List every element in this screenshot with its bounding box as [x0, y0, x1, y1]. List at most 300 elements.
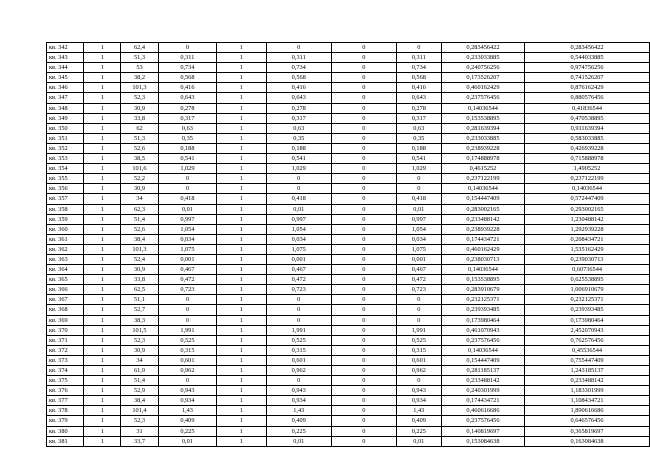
- table-cell: 1: [84, 73, 121, 83]
- table-cell: 0: [331, 43, 396, 53]
- table-row: [47, 93, 650, 103]
- table-cell: 30,9: [121, 265, 158, 275]
- table-cell: 0,225: [158, 426, 217, 436]
- table-row: [47, 164, 650, 174]
- table-cell: 33,8: [121, 275, 158, 285]
- table-cell: 1: [217, 83, 266, 93]
- table-cell: 0,239393485: [525, 305, 650, 315]
- table-cell: 0,240301999: [441, 386, 524, 396]
- table-cell: 0: [396, 376, 441, 386]
- apartment-cell: кв. 342: [47, 43, 84, 53]
- table-cell: 0: [331, 426, 396, 436]
- table-cell: 0,233488142: [441, 376, 524, 386]
- apartment-cell: кв. 346: [47, 83, 84, 93]
- table-cell: 1: [217, 204, 266, 214]
- table-cell: 0: [331, 325, 396, 335]
- apartment-cell: кв. 351: [47, 133, 84, 143]
- apartment-cell: кв. 380: [47, 426, 84, 436]
- table-cell: 1,029: [266, 164, 331, 174]
- table-cell: 0: [331, 406, 396, 416]
- table-cell: 1: [84, 265, 121, 275]
- apartment-cell: кв. 368: [47, 305, 84, 315]
- table-cell: 0: [331, 305, 396, 315]
- table-cell: 0: [331, 345, 396, 355]
- table-row: [47, 396, 650, 406]
- table-cell: 0,409: [396, 416, 441, 426]
- table-row: [47, 154, 650, 164]
- table-cell: 0,472: [266, 275, 331, 285]
- table-cell: 0,317: [396, 113, 441, 123]
- table-cell: 1: [217, 174, 266, 184]
- table-cell: 0,568: [266, 73, 331, 83]
- table-cell: 0,472: [158, 275, 217, 285]
- table-cell: 51,4: [121, 376, 158, 386]
- table-cell: 1: [84, 355, 121, 365]
- table-cell: 1,006910679: [525, 285, 650, 295]
- table-row: [47, 345, 650, 355]
- table-row: [47, 416, 650, 426]
- table-cell: 0,001: [266, 254, 331, 264]
- table-cell: 0,997: [158, 214, 217, 224]
- apartment-cell: кв. 377: [47, 396, 84, 406]
- table-row: [47, 123, 650, 133]
- table-cell: 0,237122199: [525, 174, 650, 184]
- table-cell: 0: [158, 43, 217, 53]
- table-cell: 33,8: [121, 113, 158, 123]
- table-cell: 0,755447409: [525, 355, 650, 365]
- table-cell: 1: [84, 275, 121, 285]
- table-cell: 30,9: [121, 345, 158, 355]
- table-cell: 0,281185137: [441, 366, 524, 376]
- apartment-cell: кв. 365: [47, 275, 84, 285]
- table-cell: 1: [217, 123, 266, 133]
- table-cell: 0,01: [158, 204, 217, 214]
- table-cell: 0,461070943: [441, 325, 524, 335]
- table-row: [47, 426, 650, 436]
- table-cell: 0,315: [158, 345, 217, 355]
- table-row: [47, 133, 650, 143]
- table-cell: 101,3: [121, 244, 158, 254]
- table-cell: 0,601: [158, 355, 217, 365]
- table-cell: 1: [84, 376, 121, 386]
- apartment-cell: кв. 373: [47, 355, 84, 365]
- table-cell: 0,416: [396, 83, 441, 93]
- table-cell: 1: [217, 285, 266, 295]
- table-cell: 101,4: [121, 406, 158, 416]
- table-cell: 0,239393485: [441, 305, 524, 315]
- table-cell: 0,734: [266, 63, 331, 73]
- table-cell: 0,154447409: [441, 355, 524, 365]
- table-cell: 0: [331, 204, 396, 214]
- table-cell: 1: [84, 43, 121, 53]
- table-cell: 0,35: [396, 133, 441, 143]
- table-cell: 31: [121, 426, 158, 436]
- table-cell: 0: [331, 133, 396, 143]
- table-cell: 1: [217, 386, 266, 396]
- table-cell: 0,173980464: [441, 315, 524, 325]
- table-cell: 0: [331, 254, 396, 264]
- table-cell: 0: [396, 295, 441, 305]
- table-row: [47, 143, 650, 153]
- table-cell: 0,601: [266, 355, 331, 365]
- table-cell: 1: [217, 113, 266, 123]
- apartment-cell: кв. 357: [47, 194, 84, 204]
- apartment-cell: кв. 356: [47, 184, 84, 194]
- table-cell: 0,232125371: [441, 295, 524, 305]
- table-cell: 0,643: [396, 93, 441, 103]
- table-cell: 0,188: [396, 143, 441, 153]
- table-cell: 1: [217, 154, 266, 164]
- table-cell: 1: [217, 325, 266, 335]
- apartment-cell: кв. 354: [47, 164, 84, 174]
- table-cell: 52,3: [121, 93, 158, 103]
- table-cell: 0,237576456: [441, 335, 524, 345]
- table-cell: 0,470538895: [525, 113, 650, 123]
- table-cell: 1,108434721: [525, 396, 650, 406]
- table-cell: 1: [84, 53, 121, 63]
- table-cell: 0,311: [396, 53, 441, 63]
- table-cell: 1: [84, 315, 121, 325]
- table-cell: 1: [217, 335, 266, 345]
- table-cell: 0,63: [158, 123, 217, 133]
- table-cell: 0: [266, 376, 331, 386]
- table-cell: 0: [331, 93, 396, 103]
- table-cell: 0: [331, 295, 396, 305]
- table-cell: 51,3: [121, 133, 158, 143]
- table-cell: 1: [84, 133, 121, 143]
- apartment-cell: кв. 343: [47, 53, 84, 63]
- table-cell: 0,173526207: [441, 73, 524, 83]
- table-cell: 0,188: [266, 143, 331, 153]
- table-cell: 51,3: [121, 53, 158, 63]
- table-cell: 1: [84, 113, 121, 123]
- table-cell: 101,6: [121, 164, 158, 174]
- table-cell: 1,535162429: [525, 244, 650, 254]
- table-cell: 0: [331, 143, 396, 153]
- table-cell: 1: [217, 315, 266, 325]
- table-cell: 0,460162429: [441, 83, 524, 93]
- apartment-cell: кв. 345: [47, 73, 84, 83]
- table-cell: 1: [84, 406, 121, 416]
- table-cell: 1: [217, 396, 266, 406]
- table-cell: 0,14036544: [441, 184, 524, 194]
- table-cell: 1,43: [158, 406, 217, 416]
- table-cell: 1: [84, 83, 121, 93]
- table-cell: 1: [217, 164, 266, 174]
- table-cell: 0: [158, 376, 217, 386]
- apartment-cell: кв. 361: [47, 234, 84, 244]
- table-cell: 2,452070943: [525, 325, 650, 335]
- table-cell: 0,934: [266, 396, 331, 406]
- table-cell: 0,278: [266, 103, 331, 113]
- table-cell: 0: [266, 43, 331, 53]
- apartment-cell: кв. 370: [47, 325, 84, 335]
- apartment-cell: кв. 367: [47, 295, 84, 305]
- apartment-cell: кв. 374: [47, 366, 84, 376]
- apartment-cell: кв. 381: [47, 436, 84, 446]
- table-cell: 0: [331, 224, 396, 234]
- table-cell: 38,4: [121, 396, 158, 406]
- table-cell: 52,6: [121, 143, 158, 153]
- table-cell: 1: [84, 386, 121, 396]
- table-cell: 0,541: [396, 154, 441, 164]
- table-cell: 0,173980464: [525, 315, 650, 325]
- table-cell: 0,034: [158, 234, 217, 244]
- table-cell: 1: [84, 416, 121, 426]
- table-cell: 0,418: [396, 194, 441, 204]
- table-cell: 0,315: [266, 345, 331, 355]
- apartment-cell: кв. 376: [47, 386, 84, 396]
- table-cell: 30,9: [121, 103, 158, 113]
- table-cell: 0,153538895: [441, 275, 524, 285]
- table-cell: 1: [217, 103, 266, 113]
- table-cell: 0,225: [396, 426, 441, 436]
- table-row: [47, 386, 650, 396]
- table-row: [47, 254, 650, 264]
- table-cell: 1: [84, 366, 121, 376]
- table-cell: 0,472: [396, 275, 441, 285]
- table-cell: 0: [331, 83, 396, 93]
- table-cell: 52,6: [121, 224, 158, 234]
- table-cell: 0,35: [266, 133, 331, 143]
- table-cell: 0: [396, 43, 441, 53]
- table-cell: 0,541: [266, 154, 331, 164]
- table-cell: 1: [217, 265, 266, 275]
- table-cell: 1,029: [158, 164, 217, 174]
- table-cell: 1: [217, 184, 266, 194]
- table-cell: 0,233033885: [441, 133, 524, 143]
- table-cell: 1: [217, 244, 266, 254]
- table-row: [47, 315, 650, 325]
- table-cell: 1: [217, 275, 266, 285]
- table-cell: 33,7: [121, 436, 158, 446]
- table-cell: 0: [331, 335, 396, 345]
- table-cell: 1: [84, 103, 121, 113]
- table-cell: 1: [217, 133, 266, 143]
- table-cell: 0,232125371: [525, 295, 650, 305]
- table-cell: 0,541: [158, 154, 217, 164]
- table-cell: 0: [331, 63, 396, 73]
- apartment-cell: кв. 362: [47, 244, 84, 254]
- table-cell: 0,962: [396, 366, 441, 376]
- table-cell: 0,723: [158, 285, 217, 295]
- table-cell: 0,418: [266, 194, 331, 204]
- table-cell: 0,943: [396, 386, 441, 396]
- apartment-cell: кв. 359: [47, 214, 84, 224]
- table-cell: 0,225: [266, 426, 331, 436]
- table-cell: 0,233488142: [441, 214, 524, 224]
- table-cell: 0,734: [396, 63, 441, 73]
- table-row: [47, 295, 650, 305]
- table-cell: 0,283456422: [525, 43, 650, 53]
- table-cell: 1: [84, 184, 121, 194]
- table-cell: 0,525: [396, 335, 441, 345]
- table-cell: 1: [84, 63, 121, 73]
- table-cell: 1: [217, 234, 266, 244]
- table-cell: 0,14036544: [525, 184, 650, 194]
- table-cell: 0,460616686: [441, 406, 524, 416]
- table-cell: 1: [84, 244, 121, 254]
- table-cell: 0,317: [158, 113, 217, 123]
- table-cell: 38,3: [121, 315, 158, 325]
- table-cell: 0,283002165: [441, 204, 524, 214]
- table-cell: 1: [84, 436, 121, 446]
- table-cell: 0: [331, 113, 396, 123]
- table-cell: 0,625538895: [525, 275, 650, 285]
- table-cell: 34: [121, 355, 158, 365]
- table-cell: 1: [84, 174, 121, 184]
- table-cell: 0: [266, 315, 331, 325]
- table-cell: 0,233488142: [525, 376, 650, 386]
- table-cell: 0,240756256: [441, 63, 524, 73]
- table-cell: 0,034: [266, 234, 331, 244]
- table-row: [47, 53, 650, 63]
- table-cell: 1: [84, 123, 121, 133]
- table-cell: 1: [217, 224, 266, 234]
- table-cell: 0,163084638: [525, 436, 650, 446]
- table-cell: 1: [217, 305, 266, 315]
- table-cell: 62,4: [121, 43, 158, 53]
- table-cell: 0,762576456: [525, 335, 650, 345]
- table-cell: 52,3: [121, 416, 158, 426]
- table-cell: 53: [121, 63, 158, 73]
- table-row: [47, 103, 650, 113]
- table-cell: 1: [217, 416, 266, 426]
- table-cell: 1,991: [266, 325, 331, 335]
- table-cell: 0,741526207: [525, 73, 650, 83]
- table-cell: 0: [158, 295, 217, 305]
- table-cell: 0,311: [158, 53, 217, 63]
- table-cell: 0: [331, 103, 396, 113]
- table-cell: 34: [121, 194, 158, 204]
- table-row: [47, 285, 650, 295]
- table-cell: 1: [84, 345, 121, 355]
- table-cell: 1,029: [396, 164, 441, 174]
- table-cell: 0: [331, 396, 396, 406]
- table-cell: 0: [158, 315, 217, 325]
- table-cell: 1: [217, 426, 266, 436]
- table-cell: 0,01: [158, 436, 217, 446]
- table-cell: 101,3: [121, 83, 158, 93]
- apartment-cell: кв. 353: [47, 154, 84, 164]
- table-cell: 1: [84, 143, 121, 153]
- table-cell: 0,568: [158, 73, 217, 83]
- table-cell: 0: [331, 184, 396, 194]
- table-cell: 0,281639394: [441, 123, 524, 133]
- table-cell: 1,054: [158, 224, 217, 234]
- table-cell: 0,01: [396, 436, 441, 446]
- table-row: [47, 214, 650, 224]
- table-cell: 0,572447409: [525, 194, 650, 204]
- table-row: [47, 83, 650, 93]
- table-cell: 51,4: [121, 214, 158, 224]
- table-cell: 0,723: [266, 285, 331, 295]
- table-cell: 0,409: [266, 416, 331, 426]
- table-cell: 0: [331, 244, 396, 254]
- table-cell: 0: [331, 355, 396, 365]
- table-cell: 0,416: [266, 83, 331, 93]
- table-cell: 101,5: [121, 325, 158, 335]
- table-cell: 1,230488142: [525, 214, 650, 224]
- table-cell: 0,880576456: [525, 93, 650, 103]
- apartment-cell: кв. 366: [47, 285, 84, 295]
- table-cell: 0,237576456: [441, 93, 524, 103]
- table-cell: 1: [217, 63, 266, 73]
- table-row: [47, 73, 650, 83]
- table-cell: 1: [84, 93, 121, 103]
- table-cell: 0: [331, 285, 396, 295]
- table-cell: 1: [217, 376, 266, 386]
- table-row: [47, 113, 650, 123]
- apartment-cell: кв. 355: [47, 174, 84, 184]
- table-cell: 1: [84, 305, 121, 315]
- table-cell: 0: [331, 214, 396, 224]
- table-cell: 1,075: [266, 244, 331, 254]
- table-cell: 51,1: [121, 295, 158, 305]
- table-cell: 0: [266, 295, 331, 305]
- table-cell: 1: [84, 335, 121, 345]
- table-cell: 0: [331, 174, 396, 184]
- table-cell: 0,60736544: [525, 265, 650, 275]
- table-row: [47, 224, 650, 234]
- table-cell: 0: [331, 386, 396, 396]
- table-cell: 0,140819697: [441, 426, 524, 436]
- table-cell: 38,4: [121, 234, 158, 244]
- table-cell: 1,054: [396, 224, 441, 234]
- table-row: [47, 43, 650, 53]
- table-cell: 1: [217, 345, 266, 355]
- table-cell: 1: [217, 436, 266, 446]
- table-cell: 0: [331, 194, 396, 204]
- table-cell: 62,5: [121, 285, 158, 295]
- table-cell: 0,208434721: [525, 234, 650, 244]
- table-cell: 1,43: [396, 406, 441, 416]
- table-cell: 0: [331, 154, 396, 164]
- apartment-cell: кв. 348: [47, 103, 84, 113]
- table-cell: 0: [396, 315, 441, 325]
- table-cell: 0,911639394: [525, 123, 650, 133]
- table-cell: 0,643: [158, 93, 217, 103]
- table-cell: 0: [331, 436, 396, 446]
- table-cell: 1: [84, 204, 121, 214]
- table-cell: 0: [158, 174, 217, 184]
- table-row: [47, 436, 650, 446]
- table-cell: 0,460162429: [441, 244, 524, 254]
- table-row: [47, 335, 650, 345]
- table-cell: 0,01: [266, 436, 331, 446]
- table-cell: 52,4: [121, 254, 158, 264]
- table-cell: 0: [266, 174, 331, 184]
- table-cell: 0: [331, 275, 396, 285]
- apartment-cell: кв. 358: [47, 204, 84, 214]
- table-cell: 1,890616686: [525, 406, 650, 416]
- table-cell: 0,646576456: [525, 416, 650, 426]
- table-cell: 52,2: [121, 174, 158, 184]
- table-cell: 0,239030713: [525, 254, 650, 264]
- table-cell: 0,467: [266, 265, 331, 275]
- table-cell: 0,01: [396, 204, 441, 214]
- table-cell: 0,283910679: [441, 285, 524, 295]
- table-cell: 0,317: [266, 113, 331, 123]
- table-cell: 0,238030713: [441, 254, 524, 264]
- table-cell: 0: [331, 416, 396, 426]
- table-row: [47, 244, 650, 254]
- table-cell: 0: [266, 305, 331, 315]
- table-cell: 1: [84, 325, 121, 335]
- table-cell: 1: [84, 426, 121, 436]
- apartment-cell: кв. 352: [47, 143, 84, 153]
- apartment-cell: кв. 378: [47, 406, 84, 416]
